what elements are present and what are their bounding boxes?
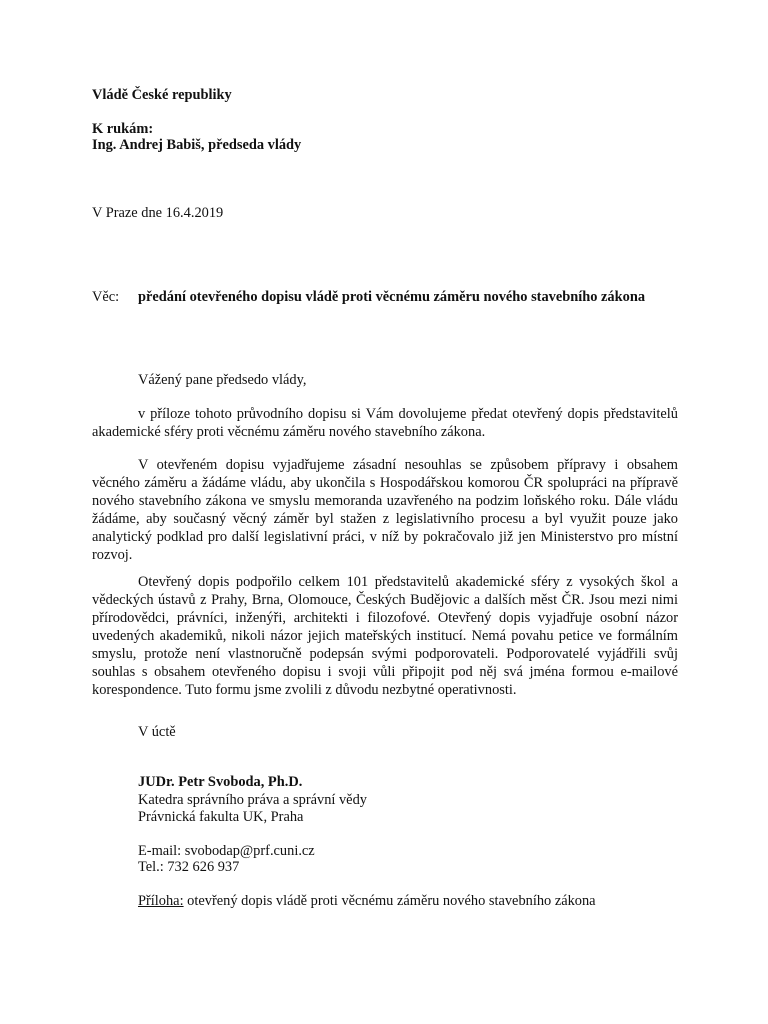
subject-text: předání otevřeného dopisu vládě proti věcnému záměru nového stavebního zákona xyxy=(138,289,646,305)
body-paragraph-1: v příloze tohoto průvodního dopisu si Vám dovolujeme předat otevřený dopis představitelů akademické sféry proti věcnému záměru nového stavebního zákona. xyxy=(92,406,678,440)
attention-name: Ing. Andrej Babiš, předseda vlády xyxy=(92,137,302,153)
subject-label: Věc: xyxy=(92,289,120,305)
place-date: V Praze dne 16.4.2019 xyxy=(92,205,224,221)
attachment-line xyxy=(138,892,596,910)
body-paragraph-2: V otevřeném dopisu vyjadřujeme zásadní nesouhlas se způsobem přípravy i obsahem věcného záměru a žádáme vládu, aby ukončila s Hospodářskou komorou ČR spolupráci na přípravě nového stavebního zákona ve smyslu memoranda uzavřeného na podzim loňského roku. Dále vládu žádáme, aby současný věcný záměr byl stažen z legislativního procesu a byl využit pouze jako analytický podklad pro další legislativní práci, v níž by pokračovalo již jen Ministerstvo pro místní rozvoj. xyxy=(92,457,678,563)
signature-name: JUDr. Petr Svoboda, Ph.D. xyxy=(138,774,303,790)
recipient: Vládě České republiky xyxy=(92,87,232,103)
body-paragraph-3: Otevřený dopis podpořilo celkem 101 představitelů akademické sféry z vysokých škol a vědeckých ústavů z Prahy, Brna, Olomouce, Českých Budějovic a dalších měst ČR. Jsou mezi nimi přírodovědci, právníci, inženýři, architekti i filozofové. Otevřený dopis vyjadřuje osobní názor uvedených akademiků, nikoli názor jejich mateřských institucí. Nemá povahu petice ve formálním smyslu, protože není vlastnoručně podepsán svými podporovateli. Podporovatelé vyjádřili svůj souhlas s obsahem otevřeného dopisu i svoji vůli připojit pod něj svá jména formou e-mailové korespondence. Tuto formu jsme zvolili z důvodu nezbytné operativnosti. xyxy=(92,574,678,698)
signature-email: E-mail: svobodap@prf.cuni.cz xyxy=(138,843,315,859)
attention-label: K rukám: xyxy=(92,121,154,137)
closing: V úctě xyxy=(138,724,176,740)
signature-department: Katedra správního práva a správní vědy xyxy=(138,792,367,808)
signature-phone: Tel.: 732 626 937 xyxy=(138,859,240,875)
salutation: Vážený pane předsedo vlády, xyxy=(138,372,307,388)
signature-faculty: Právnická fakulta UK, Praha xyxy=(138,809,304,825)
attachment-text: otevřený dopis vládě proti věcnému záměru nového stavebního zákona xyxy=(183,893,596,909)
attachment-label: Příloha: xyxy=(138,893,184,909)
